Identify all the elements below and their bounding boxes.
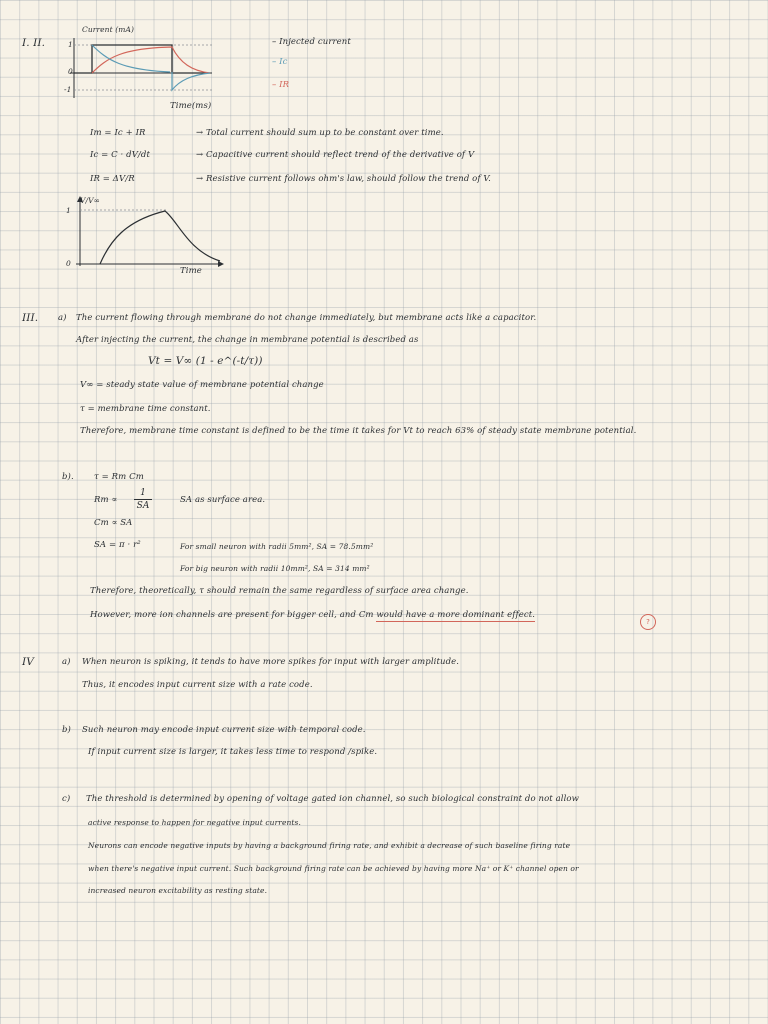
eq-ir: IR = ΔV/R <box>90 174 135 184</box>
q4c-label: c) <box>62 794 71 804</box>
eq-im-note: → Total current should sum up to be constant over time. <box>196 128 444 138</box>
graph1-tick-1: 1 <box>68 40 73 49</box>
graph2-tick-0: 0 <box>66 259 71 268</box>
voltage-graph <box>70 196 230 276</box>
q3b-tau: τ = Rm Cm <box>94 472 144 482</box>
q4b-line-1: Such neuron may encode input current size with temporal code. <box>82 725 366 735</box>
q4c-line-4: when there's negative input current. Such background firing rate can be achieved by having more Na⁺ or K⁺ channel open or <box>88 864 579 873</box>
question-mark-circle: ? <box>640 614 656 630</box>
q3b-however <box>90 610 535 620</box>
q3b-cm: Cm ∝ SA <box>94 518 133 528</box>
q3b-frac-den: SA <box>136 501 150 511</box>
eq-ic-note-text: Capacitive current should reflect trend of the derivative of V <box>206 150 475 160</box>
graph2-ylabel: V/V∞ <box>80 196 101 205</box>
q3b-small: For small neuron with radii 5mm², SA = 78.5mm² <box>180 542 374 551</box>
q3b-fraction <box>134 488 152 511</box>
eq-ir-note-text: Resistive current follows ohm's law, should follow the trend of V. <box>206 174 491 184</box>
graph1-tick-neg1: -1 <box>64 85 72 94</box>
graph1-ylabel: Current (mA) <box>82 25 134 34</box>
legend-injected: – Injected current <box>272 37 351 47</box>
q3a-line-2: After injecting the current, the change in membrane potential is described as <box>76 335 419 345</box>
legend-injected-label: Injected current <box>279 37 351 47</box>
q4c-line-5: increased neuron excitability as resting state. <box>88 886 268 895</box>
q3a-label: a) <box>58 313 67 323</box>
q3a-line-4: V∞ = steady state value of membrane potential change <box>80 380 324 390</box>
q3b-label: b). <box>62 472 74 482</box>
eq-ic: Ic = C · dV/dt <box>90 150 150 160</box>
q3b-frac-bar <box>134 499 152 500</box>
q3a-line-1: The current flowing through membrane do not change immediately, but membrane acts like a capacitor. <box>76 313 537 323</box>
q3b-however-prefix: However, more ion channels are present for bigger cell, and Cm <box>90 610 374 620</box>
q3b-frac-num: 1 <box>140 488 146 498</box>
q3b-rm: Rm ∝ <box>94 495 118 505</box>
graph2-xlabel: Time <box>180 266 202 276</box>
q3b-sa: SA = π · r² <box>94 540 141 550</box>
legend-ir: – IR <box>272 80 290 90</box>
q3a-equation: Vt = V∞ (1 - e^(-t/τ)) <box>148 355 263 367</box>
q3b-big: For big neuron with radii 10mm², SA = 314 mm² <box>180 564 370 573</box>
q4c-line-1: The threshold is determined by opening of voltage gated ion channel, so such biological constraint do not allow <box>86 794 579 804</box>
q4c-line-3: Neurons can encode negative inputs by having a background firing rate, and exhibit a decrease of such baseline firing rate <box>88 841 571 850</box>
graph2-tick-1: 1 <box>66 206 71 215</box>
q4b-label: b) <box>62 725 71 735</box>
eq-ir-note: → Resistive current follows ohm's law, should follow the trend of V. <box>196 174 491 184</box>
section-label-q2: I. II. <box>22 37 46 49</box>
q4a-line-2: Thus, it encodes input current size with a rate code. <box>82 680 313 690</box>
section-label-q3: III. <box>22 312 39 324</box>
eq-ic-note: → Capacitive current should reflect trend of the derivative of V <box>196 150 475 160</box>
legend-ir-label: IR <box>279 80 290 90</box>
eq-im-note-text: Total current should sum up to be constant over time. <box>206 128 444 138</box>
q3b-sa-note: SA as surface area. <box>180 495 266 505</box>
q3a-line-5: τ = membrane time constant. <box>80 404 211 414</box>
legend-ic-label: Ic <box>279 57 288 67</box>
q3a-line-6: Therefore, membrane time constant is defined to be the time it takes for Vt to reach 63% of steady state membrane potential. <box>80 426 637 436</box>
q4c-line-2: active response to happen for negative input currents. <box>88 818 301 827</box>
graph1-tick-0: 0 <box>68 67 73 76</box>
graph1-xlabel: Time(ms) <box>170 101 212 111</box>
q3b-therefore: Therefore, theoretically, τ should remain the same regardless of surface area change. <box>90 586 469 596</box>
q4a-label: a) <box>62 657 71 667</box>
current-graph <box>62 28 222 110</box>
q4a-line-1: When neuron is spiking, it tends to have more spikes for input with larger amplitude. <box>82 657 460 667</box>
eq-im: Im = Ic + IR <box>90 128 146 138</box>
q3b-however-underlined: would have a more dominant effect. <box>376 610 536 620</box>
q4b-line-2: If input current size is larger, it takes less time to respond /spike. <box>88 747 378 757</box>
legend-ic: – Ic <box>272 57 288 67</box>
section-label-q4: IV <box>22 656 34 668</box>
